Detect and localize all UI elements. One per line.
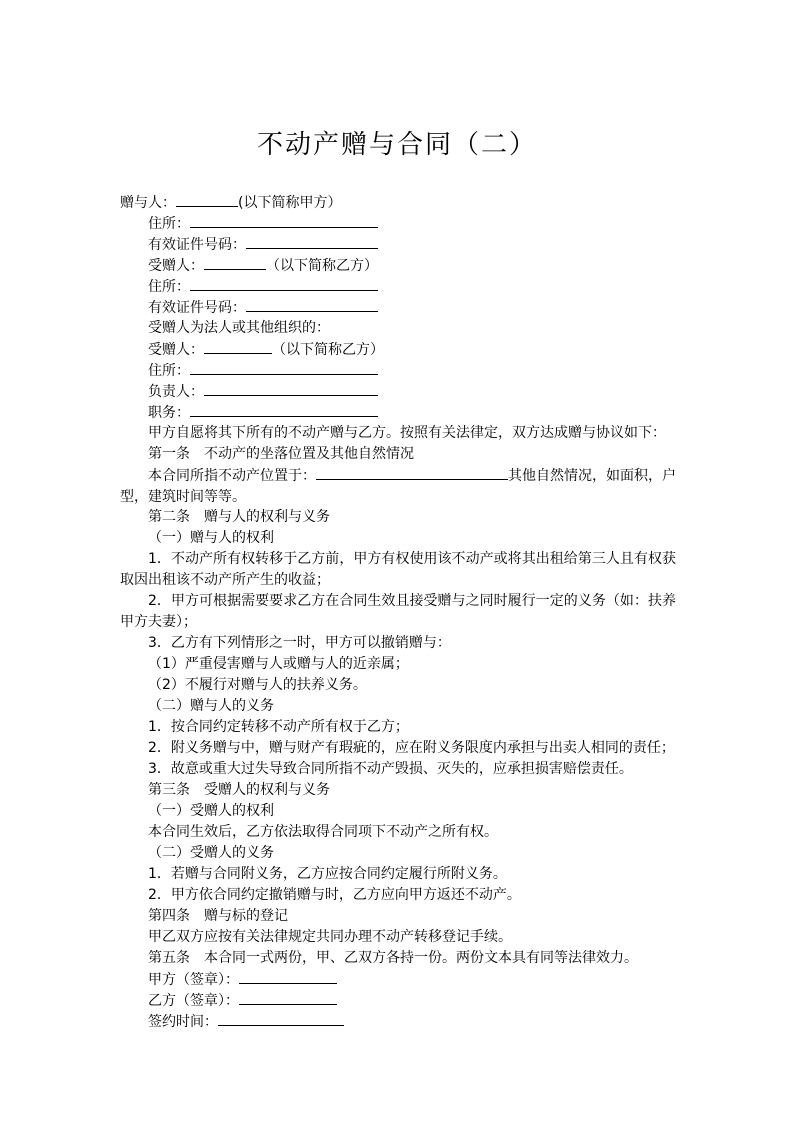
party-a-signature-label: 甲方（签章）：: [148, 972, 239, 988]
org-donee-line: [148, 339, 384, 361]
article2-duty3: 3．故意或重大过失导致合同所指不动产毁损、灭失的，应承担损害赔偿责任。: [148, 761, 633, 777]
org-address-label: 住所：: [148, 363, 190, 379]
party-b-signature-blank[interactable]: [239, 990, 337, 1005]
article5-heading: 第五条 本合同一式两份，甲、乙双方各持一份。两份文本具有同等法律效力。: [148, 950, 638, 966]
donor-note: (以下简称甲方）: [238, 195, 342, 211]
org-position-blank[interactable]: [190, 402, 378, 417]
donee-address-label: 住所：: [148, 279, 190, 295]
donee-address-line: [148, 276, 378, 298]
article3-duty1: 1．若赠与合同附义务，乙方应按合同约定履行所附义务。: [148, 866, 507, 882]
article1-text-after: 其他自然情况，如面积，户型，建筑时间等等。: [120, 468, 676, 505]
sign-date-blank[interactable]: [218, 1011, 344, 1026]
article3-rights-heading: （一）受赠人的权利: [148, 803, 274, 819]
article3-duties-heading: （二）受赠人的义务: [148, 845, 274, 861]
article2-right1: 1．不动产所有权转移于乙方前，甲方有权使用该不动产或将其出租给第三人且有权获取因出租该不动产所产生的收益；: [120, 551, 676, 588]
donor-address-line: [148, 213, 378, 235]
article3-heading: 第三条 受赠人的权利与义务: [148, 782, 330, 798]
article2-right3: 3．乙方有下列情形之一时，甲方可以撤销赠与：: [148, 635, 451, 651]
donee-id-label: 有效证件号码：: [148, 300, 246, 316]
org-address-blank[interactable]: [190, 360, 378, 375]
property-location-blank[interactable]: [316, 465, 508, 480]
article4-text: 甲乙双方应按有关法律规定共同办理不动产转移登记手续。: [148, 929, 512, 945]
org-donee-note: （以下简称乙方）: [272, 342, 384, 358]
donee-name-blank[interactable]: [204, 255, 266, 270]
article2-right3b: （2）不履行对赠与人的扶养义务。: [148, 677, 367, 693]
article3-right1: 本合同生效后，乙方依法取得合同项下不动产之所有权。: [148, 824, 498, 840]
donor-name-blank[interactable]: [176, 192, 238, 207]
donee-label: 受赠人：: [148, 258, 204, 274]
org-head-line: [148, 381, 378, 403]
article1-text-before: 本合同所指不动产位置于：: [148, 468, 316, 484]
donor-label: 赠与人：: [120, 195, 176, 211]
org-head-blank[interactable]: [204, 381, 378, 396]
party-a-signature-line: [148, 969, 337, 991]
article3-duty2: 2．甲方依合同约定撤销赠与时，乙方应向甲方返还不动产。: [148, 887, 521, 903]
org-heading: 受赠人为法人或其他组织的：: [148, 320, 330, 336]
article2-right3a: （1）严重侵害赠与人或赠与人的近亲属；: [148, 656, 409, 672]
article2-rights-heading: （一）赠与人的权利: [148, 530, 274, 546]
party-b-signature-label: 乙方（签章）：: [148, 993, 239, 1009]
donee-id-blank[interactable]: [246, 297, 378, 312]
org-donee-name-blank[interactable]: [204, 339, 272, 354]
org-head-label: 负责人：: [148, 384, 204, 400]
article2-heading: 第二条 赠与人的权利与义务: [148, 509, 330, 525]
sign-date-label: 签约时间：: [148, 1014, 218, 1030]
donor-id-label: 有效证件号码：: [148, 237, 246, 253]
article2-right2: 2．甲方可根据需要要求乙方在合同生效且接受赠与之同时履行一定的义务（如：扶养甲方夫妻）；: [120, 593, 676, 630]
donor-address-blank[interactable]: [190, 213, 378, 228]
org-address-line: [148, 360, 378, 382]
org-position-line: [148, 402, 378, 424]
article1-text: [120, 465, 676, 508]
donor-id-blank[interactable]: [246, 234, 378, 249]
party-b-signature-line: [148, 990, 337, 1012]
article2-duties-heading: （二）赠与人的义务: [148, 698, 274, 714]
preamble: 甲方自愿将其下所有的不动产赠与乙方。按照有关法律定，双方达成赠与协议如下：: [148, 425, 666, 441]
donor-line: [120, 192, 341, 214]
donee-line: [148, 255, 378, 277]
org-donee-label: 受赠人：: [148, 342, 204, 358]
article1-heading: 第一条 不动产的坐落位置及其他自然情况: [148, 446, 414, 462]
donee-address-blank[interactable]: [190, 276, 378, 291]
article4-heading: 第四条 赠与标的登记: [148, 908, 288, 924]
document-title: 不动产赠与合同（二）: [256, 130, 537, 160]
sign-date-line: [148, 1011, 344, 1033]
donee-note: （以下简称乙方）: [266, 258, 378, 274]
donee-id-line: [148, 297, 378, 319]
donor-address-label: 住所：: [148, 216, 190, 232]
article2-duty1: 1．按合同约定转移不动产所有权于乙方；: [148, 719, 409, 735]
article2-duty2: 2．附义务赠与中，赠与财产有瑕疵的，应在附义务限度内承担与出卖人相同的责任；: [148, 740, 675, 756]
party-a-signature-blank[interactable]: [239, 969, 337, 984]
donor-id-line: [148, 234, 378, 256]
org-position-label: 职务：: [148, 405, 190, 421]
